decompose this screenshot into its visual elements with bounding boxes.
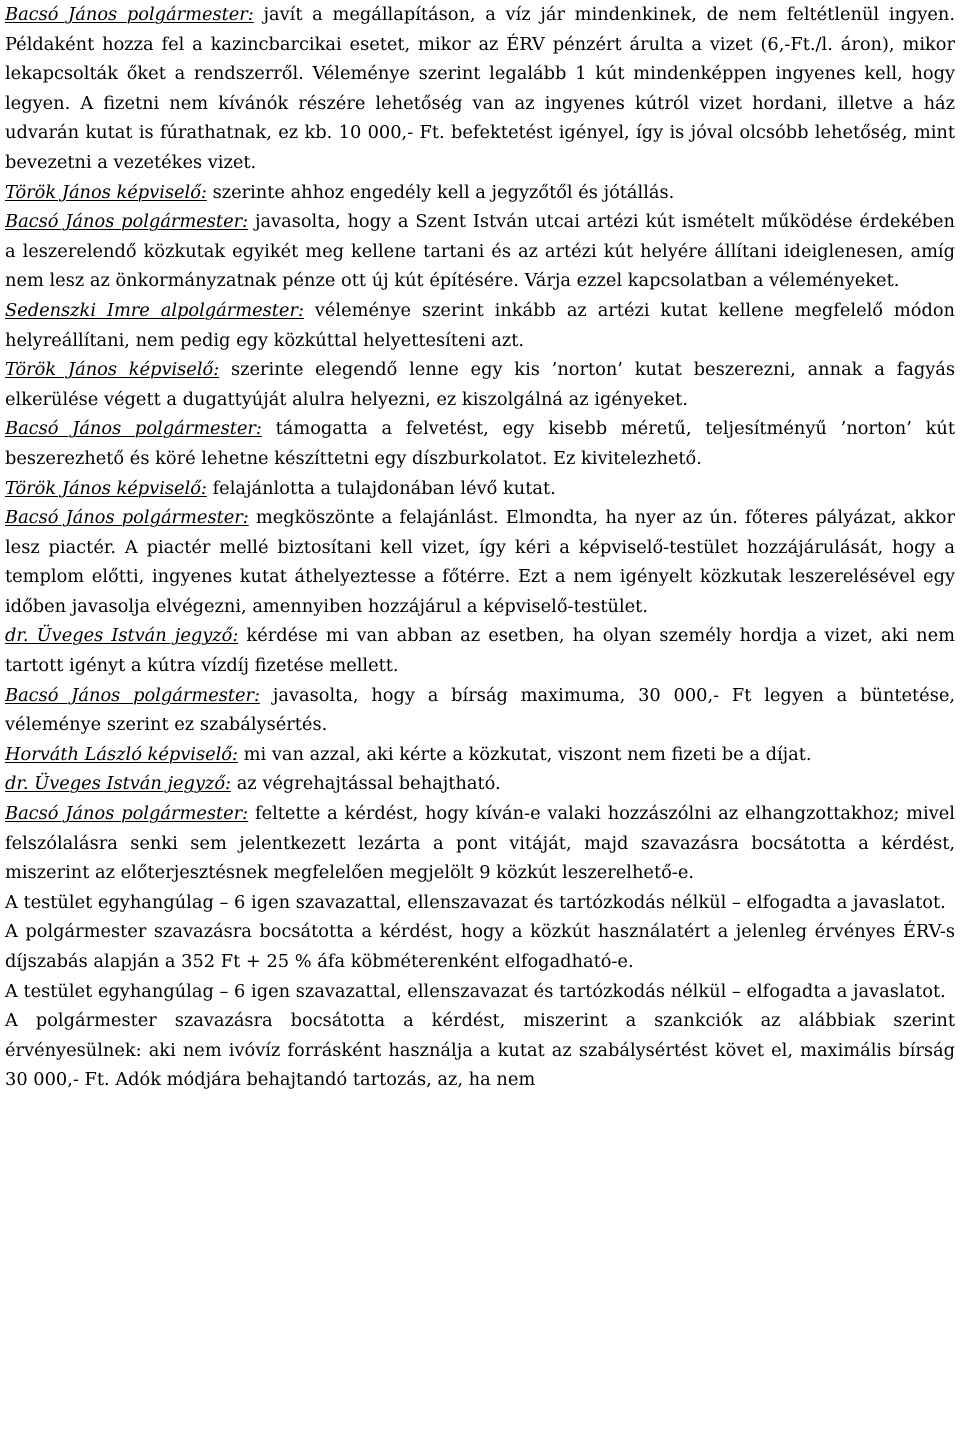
paragraph-text: szerinte elegendő lenne egy kis ’norton’ kutat beszerezni, annak a fagyás elkerülése végett a dugattyúját alulra helyezni, ez kiszolgálná az igényeket. <box>5 359 955 410</box>
paragraph-text: A testület egyhangúlag – 6 igen szavazattal, ellenszavazat és tartózkodás nélkül – elfogadta a javaslatot. <box>5 980 946 1002</box>
paragraph-text: javít a megállapításon, a víz jár mindenkinek, de nem feltétlenül ingyen. Példaként hozza fel a kazincbarcikai esetet, mikor az ÉRV pénzért árulta a vizet (6,-Ft./l. áron), mikor lekapcsolták őket a rendszerről. Véleménye szerint legalább 1 kút mindenképpen ingyenes kell, hogy legyen. A fizetni nem kívánók részére lehetőség van az ingyenes kútról vizet hordani, illetve a ház udvarán kutat is fúrathatnak, ez kb. 10 000,- Ft. befektetést igényel, így is jóval olcsóbb lehetőség, mint bevezetni a vezetékes vizet. <box>5 4 956 173</box>
paragraph-text: mi van azzal, aki kérte a közkutat, viszont nem fizeti be a díjat. <box>238 743 812 765</box>
paragraph <box>5 0 955 178</box>
paragraph-text: támogatta a felvetést, egy kisebb méretű, teljesítményű ’norton’ kút beszerezhető és köré lehetne készíttetni egy díszburkolatot. Ez kivitelezhető. <box>5 418 955 469</box>
paragraph-text: véleménye szerint inkább az artézi kutat kellene megfelelő módon helyreállítani, nem pedig egy közkúttal helyettesíteni azt. <box>5 299 955 351</box>
paragraph-text: A testület egyhangúlag – 6 igen szavazattal, ellenszavazat és tartózkodás nélkül – elfogadta a javaslatot. <box>5 891 946 913</box>
speaker-label: Horváth László képviselő: <box>5 743 238 765</box>
paragraph-text: A polgármester szavazásra bocsátotta a kérdést, miszerint a szankciók az alábbiak szerint érvényesülnek: aki nem ivóvíz forrásként használja a kutat az szabálysértést követ el, maximális bírság 30 000,- Ft. Adók módjára behajtandó tartozás, az, ha nem <box>5 1010 955 1091</box>
vote-result-paragraph <box>5 977 955 1007</box>
speaker-label: Török János képviselő: <box>5 477 207 499</box>
paragraph <box>5 355 955 414</box>
paragraph-text: szerinte ahhoz engedély kell a jegyzőtől és jótállás. <box>206 181 675 203</box>
paragraph <box>5 621 955 680</box>
vote-question-paragraph <box>5 1006 955 1095</box>
paragraph <box>5 178 955 208</box>
paragraph-text: megköszönte a felajánlást. Elmondta, ha nyer az ún. főteres pályázat, akkor lesz piactér. A piactér mellé biztosítani kell vizet, így kéri a képviselő-testület hozzájárulását, hogy a templom előtti, ingyenes kutat áthelyeztesse a főtérre. Ezt a nem igényelt közkutak leszerelésével egy időben javasolja elvégezni, amennyiben hozzájárul a képviselő-testület. <box>5 507 955 617</box>
paragraph-text: feltette a kérdést, hogy kíván-e valaki hozzászólni az elhangzottakhoz; mivel felszólalásra senki sem jelentkezett lezárta a pont vitáját, majd szavazásra bocsátotta a kérdést, miszerint az előterjesztésnek megfelelően megjelölt 9 közkút leszerelhető-e. <box>5 803 955 884</box>
speaker-label: Bacsó János polgármester: <box>5 507 249 529</box>
speaker-label: Sedenszki Imre alpolgármester: <box>5 299 304 321</box>
paragraph-text: felajánlotta a tulajdonában lévő kutat. <box>206 477 556 499</box>
paragraph-text: A polgármester szavazásra bocsátotta a kérdést, hogy a közkút használatért a jelenleg érvényes ÉRV-s díjszabás alapján a 352 Ft + 25 % áfa köbméterenként elfogadható-e. <box>5 921 955 972</box>
paragraph <box>5 414 955 473</box>
paragraph-text: javasolta, hogy a bírság maximuma, 30 000,- Ft legyen a büntetése, véleménye szerint ez szabálysértés. <box>5 684 955 736</box>
speaker-label: Bacsó János polgármester: <box>5 803 249 825</box>
paragraph-text: kérdése mi van abban az esetben, ha olyan személy hordja a vizet, aki nem tartott igényt a kútra vízdíj fizetése mellett. <box>5 625 955 677</box>
paragraph <box>5 740 955 770</box>
document-body <box>5 0 955 1095</box>
paragraph <box>5 474 955 504</box>
paragraph <box>5 296 955 355</box>
paragraph <box>5 681 955 740</box>
paragraph <box>5 503 955 621</box>
vote-result-paragraph <box>5 888 955 918</box>
speaker-label: Bacsó János polgármester: <box>5 418 262 440</box>
paragraph-text: az végrehajtással behajtható. <box>231 773 501 795</box>
speaker-label: Bacsó János polgármester: <box>5 211 249 233</box>
paragraph-text: javasolta, hogy a Szent István utcai artézi kút ismételt működése érdekében a leszerelendő közkutak egyikét meg kellene tartani és az artézi kút helyére állítani ideiglenesen, amíg nem lesz az önkormányzatnak pénze ott új kút építésére. Várja ezzel kapcsolatban a véleményeket. <box>5 211 955 292</box>
vote-question-paragraph <box>5 917 955 976</box>
speaker-label: Török János képviselő: <box>5 359 220 381</box>
speaker-label: Bacsó János polgármester: <box>5 684 261 706</box>
paragraph <box>5 207 955 296</box>
speaker-label: dr. Üveges István jegyző: <box>5 625 239 647</box>
paragraph <box>5 769 955 799</box>
speaker-label: dr. Üveges István jegyző: <box>5 773 232 795</box>
speaker-label: Török János képviselő: <box>5 181 207 203</box>
paragraph <box>5 799 955 888</box>
speaker-label: Bacsó János polgármester: <box>5 4 254 25</box>
